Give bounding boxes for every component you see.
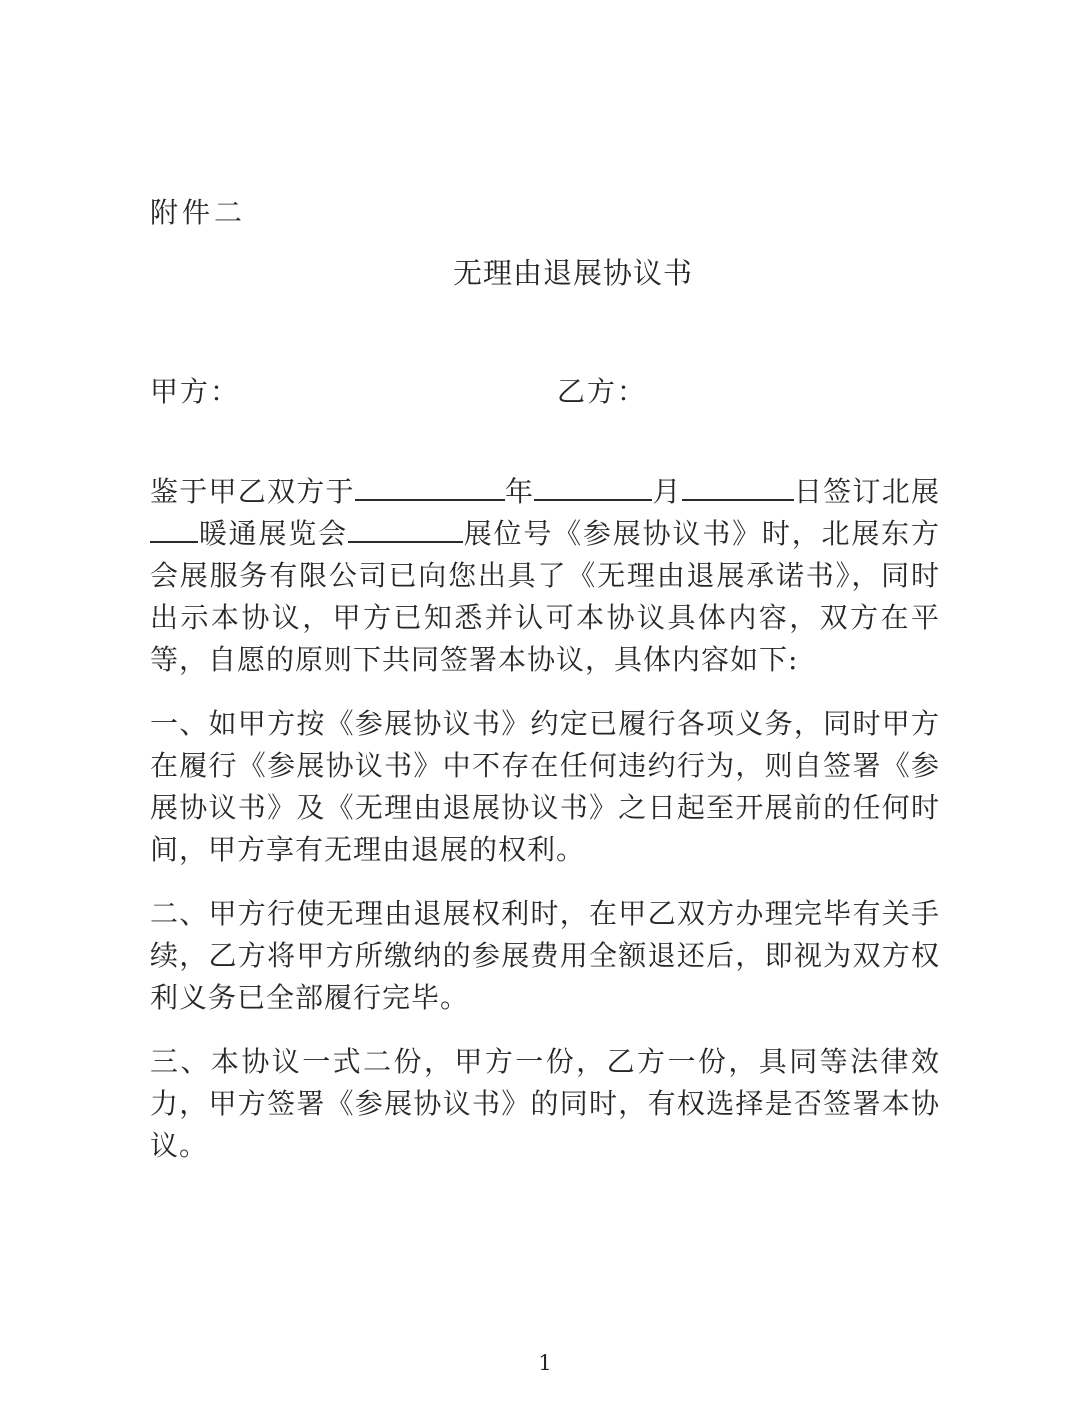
fill-in-blank [150,513,198,543]
document-content [150,196,940,1167]
attachment-label: 附件二 [150,196,247,229]
page-number: 1 [538,1351,552,1375]
fill-in-blank [348,513,463,543]
document-title: 无理由退展协议书 [452,256,693,290]
fill-in-blank [534,471,652,501]
parties-row [150,375,940,409]
paragraph-clause-1 [150,703,940,871]
paragraph-text: 鉴于甲乙双方于 [150,475,355,508]
paragraph-clause-3 [150,1041,940,1167]
paragraph-text: 二、甲方行使无理由退展权利时，在甲乙双方办理完毕有关手续，乙方将甲方所缴纳的参展费用全额退还后，即视为双方权利义务已全部履行完毕。 [150,897,940,1014]
paragraph-text: 一、如甲方按《参展协议书》约定已履行各项义务，同时甲方在履行《参展协议书》中不存在任何违约行为，则自签署《参展协议书》及《无理由退展协议书》之日起至开展前的任何时间，甲方享有无理由退展的权利。 [150,707,940,866]
paragraph-text: 年 [504,475,535,508]
paragraph-clause-2 [150,893,940,1019]
party-a-label: 甲方： [150,375,241,408]
paragraph-preamble [150,471,940,681]
paragraph-text: 月 [652,475,682,508]
fill-in-blank [682,471,794,501]
party-b-label: 乙方： [557,375,648,408]
document-body [150,471,940,1167]
fill-in-blank [355,471,505,501]
paragraph-text: 日签订北展 [793,475,940,508]
paragraph-text: 展位号《参展协议书》时，北展东方会展服务有限公司已向您出具了《无理由退展承诺书》，同时出示本协议，甲方已知悉并认可本协议具体内容，双方在平等，自愿的原则下共同签署本协议，具体内容如下: [150,517,940,676]
paragraph-text: 暖通展览会 [198,517,348,550]
paragraph-text: 三、本协议一式二份，甲方一份，乙方一份，具同等法律效力，甲方签署《参展协议书》的同时，有权选择是否签署本协议。 [150,1045,940,1162]
